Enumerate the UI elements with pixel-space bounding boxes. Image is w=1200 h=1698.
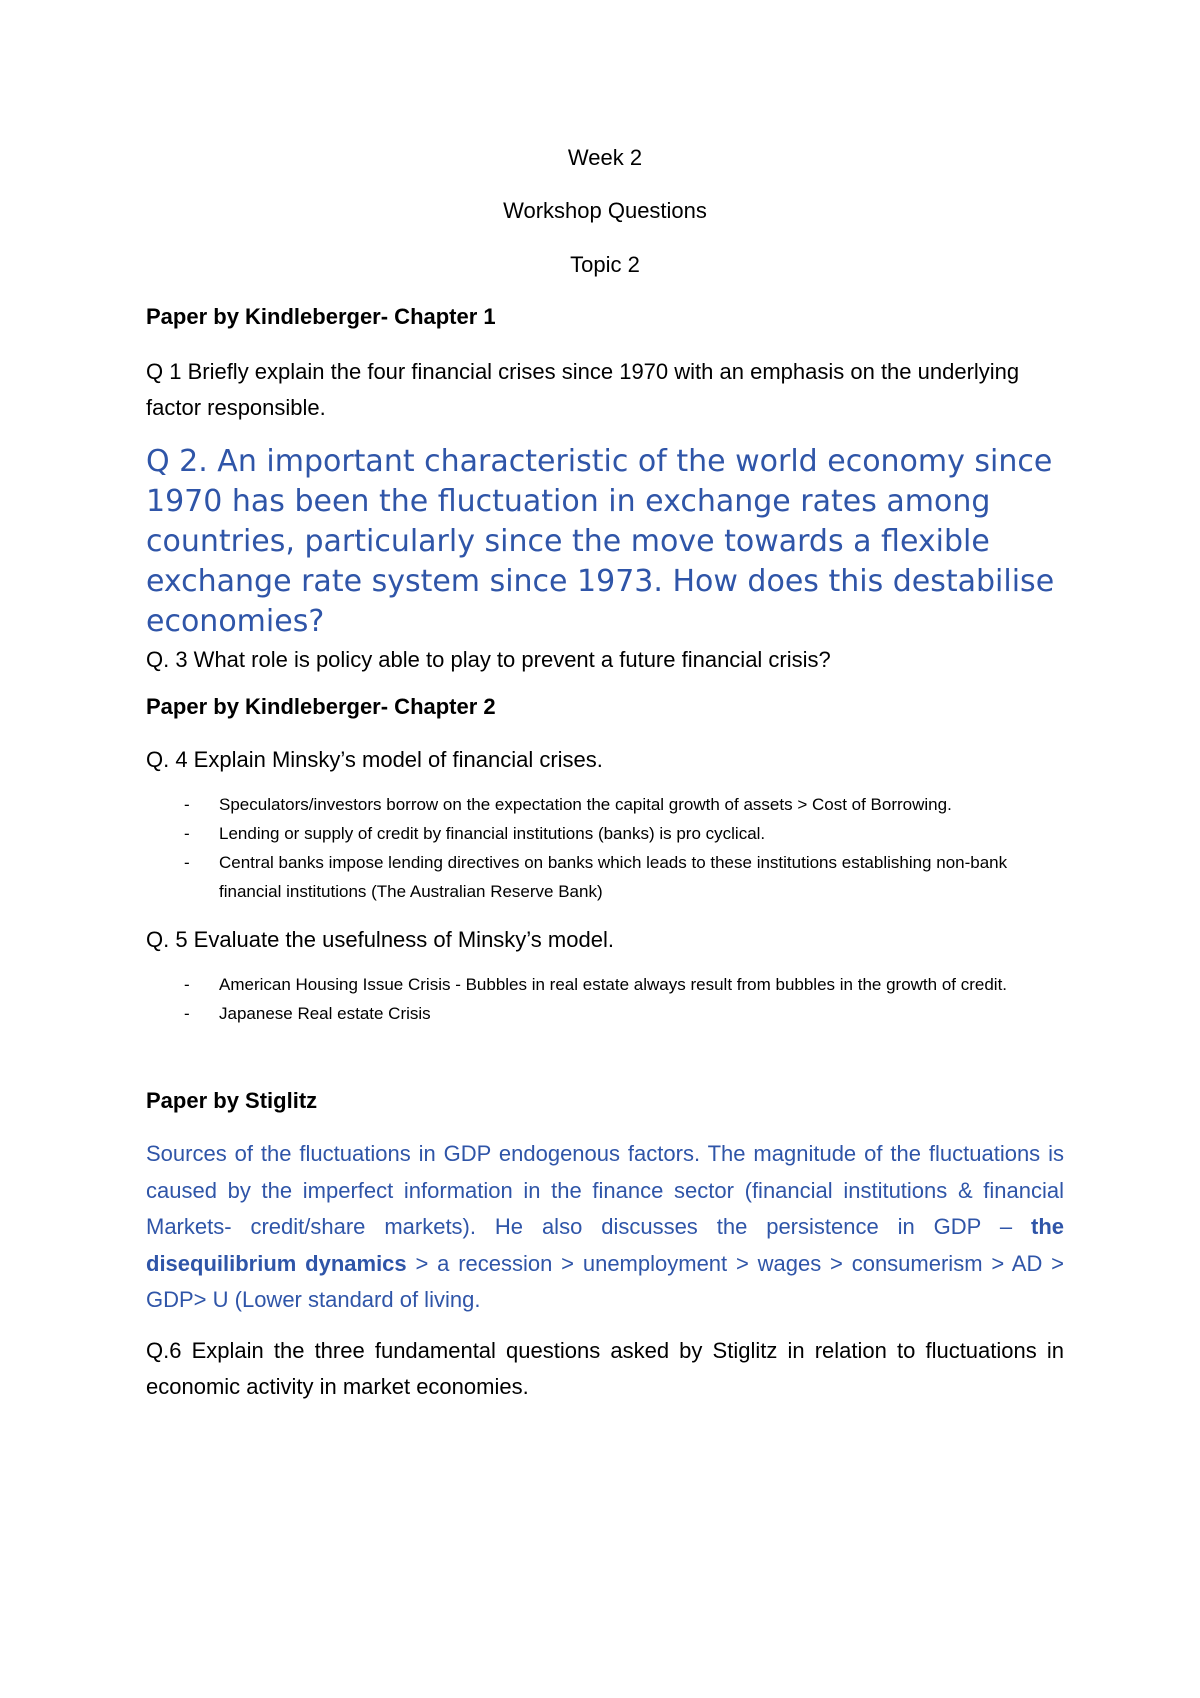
stiglitz-summary-text: Sources of the fluctuations in GDP endogenous factors. The magnitude of the fluctuations is caused by the imperfect information in the finance sector (financial institutions & financial Markets- credit/share markets). He also discusses the persistence in GDP – [146,1141,1064,1239]
section-heading-kindleberger-ch2: Paper by Kindleberger- Chapter 2 [146,694,496,719]
question-2: Q 2. An important characteristic of the world economy since 1970 has been the fluctuation in exchange rates among countries, particularly since the move towards a flexible exchange rate system since 1973. How does this destabilise economies? [146,444,1055,639]
disequilibrium-dynamics-bold: the disequilibrium dynamics [146,1214,1064,1276]
question-4: Q. 4 Explain Minsky’s model of financial crises. [146,747,603,772]
question-5-bullet-list [146,970,1064,1028]
section-heading-stiglitz: Paper by Stiglitz [146,1088,318,1113]
question-5: Q. 5 Evaluate the usefulness of Minsky’s model. [146,927,614,952]
stiglitz-summary-paragraph [146,1136,1064,1319]
list-item: - American Housing Issue Crisis - Bubbles in real estate always result from bubbles in the growth of credit. [146,970,1064,999]
document-body [146,143,1064,1405]
topic-title: Topic 2 [570,252,640,277]
question-3: Q. 3 What role is policy able to play to prevent a future financial crisis? [146,647,831,672]
week-title: Week 2 [567,145,643,170]
list-item: - Japanese Real estate Crisis [146,999,1064,1028]
list-item: - Speculators/investors borrow on the expectation the capital growth of assets > Cost of Borrowing. [146,790,1064,819]
question-4-bullet-list [146,790,1064,906]
list-item: - Lending or supply of credit by financial institutions (banks) is pro cyclical. [146,819,1064,848]
section-heading-kindleberger-ch1: Paper by Kindleberger- Chapter 1 [146,304,496,329]
list-item: - Central banks impose lending directives on banks which leads to these institutions establishing non-bank financial institutions (The Australian Reserve Bank) [146,848,1064,906]
question-1: Q 1 Briefly explain the four financial crises since 1970 with an emphasis on the underlying factor responsible. [146,359,1020,420]
question-6: Q.6 Explain the three fundamental questions asked by Stiglitz in relation to fluctuations in economic activity in market economies. [146,1337,1064,1399]
stiglitz-summary-text-continued: > a recession > unemployment > wages > consumerism > AD > GDP> U (Lower standard of living. [146,1250,1065,1312]
workshop-subtitle: Workshop Questions [503,198,707,223]
